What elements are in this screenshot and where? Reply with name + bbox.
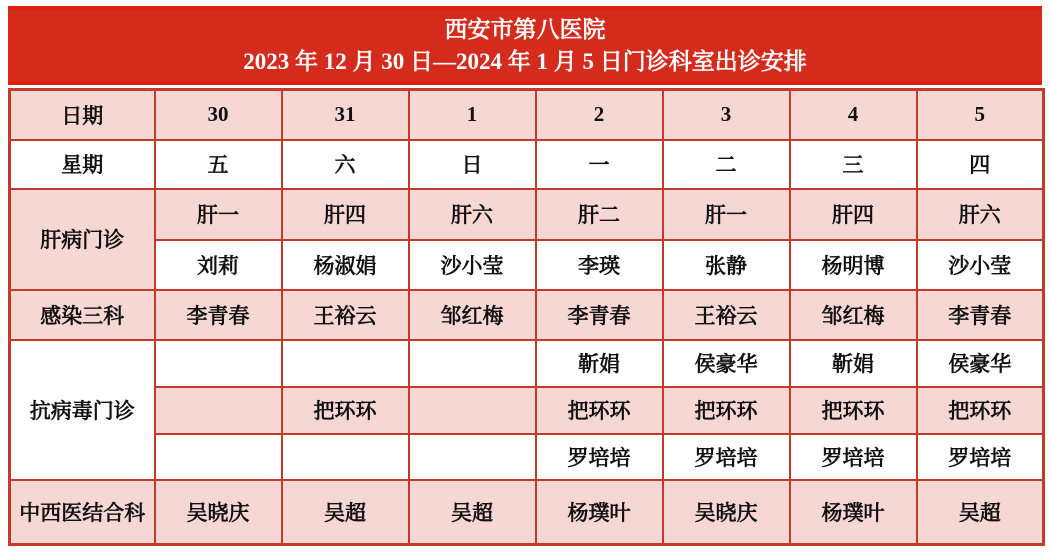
schedule-cell: 四 [917, 140, 1044, 189]
schedule-cell: 靳娟 [790, 340, 917, 387]
schedule-cell: 吴超 [917, 480, 1044, 545]
schedule-cell: 侯豪华 [917, 340, 1044, 387]
header-banner [8, 6, 1042, 85]
schedule-table [8, 88, 1045, 546]
schedule-cell: 李青春 [536, 290, 663, 340]
row-label: 星期 [10, 140, 155, 189]
schedule-cell: 30 [155, 90, 282, 140]
schedule-cell: 把环环 [790, 387, 917, 434]
schedule-cell: 3 [663, 90, 790, 140]
table-row [10, 140, 1044, 189]
schedule-cell [282, 434, 409, 480]
row-label: 肝病门诊 [10, 189, 155, 290]
schedule-cell: 王裕云 [663, 290, 790, 340]
schedule-cell: 杨璞叶 [536, 480, 663, 545]
schedule-cell: 靳娟 [536, 340, 663, 387]
schedule-cell [409, 340, 536, 387]
schedule-cell: 李青春 [917, 290, 1044, 340]
schedule-cell [409, 434, 536, 480]
schedule-cell: 五 [155, 140, 282, 189]
schedule-cell: 杨明博 [790, 240, 917, 290]
schedule-cell [155, 340, 282, 387]
schedule-cell: 2 [536, 90, 663, 140]
schedule-cell: 邹红梅 [790, 290, 917, 340]
schedule-table-body [10, 90, 1044, 545]
schedule-cell: 肝二 [536, 189, 663, 240]
schedule-cell: 侯豪华 [663, 340, 790, 387]
schedule-cell: 5 [917, 90, 1044, 140]
schedule-cell: 王裕云 [282, 290, 409, 340]
table-row [10, 240, 1044, 290]
schedule-cell: 肝一 [663, 189, 790, 240]
schedule-cell: 肝四 [790, 189, 917, 240]
schedule-cell: 邹红梅 [409, 290, 536, 340]
schedule-cell: 张静 [663, 240, 790, 290]
table-row [10, 290, 1044, 340]
schedule-cell: 肝四 [282, 189, 409, 240]
schedule-cell: 杨璞叶 [790, 480, 917, 545]
schedule-cell: 一 [536, 140, 663, 189]
schedule-cell: 罗培培 [790, 434, 917, 480]
schedule-cell [155, 434, 282, 480]
schedule-cell: 4 [790, 90, 917, 140]
table-row [10, 480, 1044, 545]
schedule-cell: 把环环 [663, 387, 790, 434]
schedule-cell: 刘莉 [155, 240, 282, 290]
schedule-cell: 二 [663, 140, 790, 189]
schedule-cell: 李瑛 [536, 240, 663, 290]
table-row [10, 434, 1044, 480]
schedule-cell: 沙小莹 [409, 240, 536, 290]
schedule-cell: 杨淑娟 [282, 240, 409, 290]
schedule-cell: 1 [409, 90, 536, 140]
schedule-cell: 罗培培 [663, 434, 790, 480]
schedule-cell: 李青春 [155, 290, 282, 340]
schedule-cell [409, 387, 536, 434]
schedule-date-range: 2023 年 12 月 30 日—2024 年 1 月 5 日门诊科室出诊安排 [243, 49, 807, 74]
schedule-cell: 三 [790, 140, 917, 189]
schedule-cell: 罗培培 [917, 434, 1044, 480]
schedule-cell: 肝六 [917, 189, 1044, 240]
hospital-name: 西安市第八医院 [444, 17, 606, 42]
table-row [10, 340, 1044, 387]
table-row [10, 90, 1044, 140]
schedule-cell: 吴超 [409, 480, 536, 545]
schedule-cell: 把环环 [536, 387, 663, 434]
schedule-cell: 吴晓庆 [155, 480, 282, 545]
table-row [10, 387, 1044, 434]
row-label: 中西医结合科 [10, 480, 155, 545]
schedule-cell: 把环环 [282, 387, 409, 434]
schedule-cell [282, 340, 409, 387]
schedule-cell: 沙小莹 [917, 240, 1044, 290]
table-row [10, 189, 1044, 240]
schedule-cell: 肝六 [409, 189, 536, 240]
schedule-cell: 吴晓庆 [663, 480, 790, 545]
schedule-cell: 日 [409, 140, 536, 189]
schedule-cell [155, 387, 282, 434]
schedule-cell: 吴超 [282, 480, 409, 545]
schedule-cell: 31 [282, 90, 409, 140]
schedule-cell: 肝一 [155, 189, 282, 240]
schedule-cell: 六 [282, 140, 409, 189]
schedule-cell: 罗培培 [536, 434, 663, 480]
row-label: 日期 [10, 90, 155, 140]
schedule-cell: 把环环 [917, 387, 1044, 434]
row-label: 抗病毒门诊 [10, 340, 155, 480]
row-label: 感染三科 [10, 290, 155, 340]
